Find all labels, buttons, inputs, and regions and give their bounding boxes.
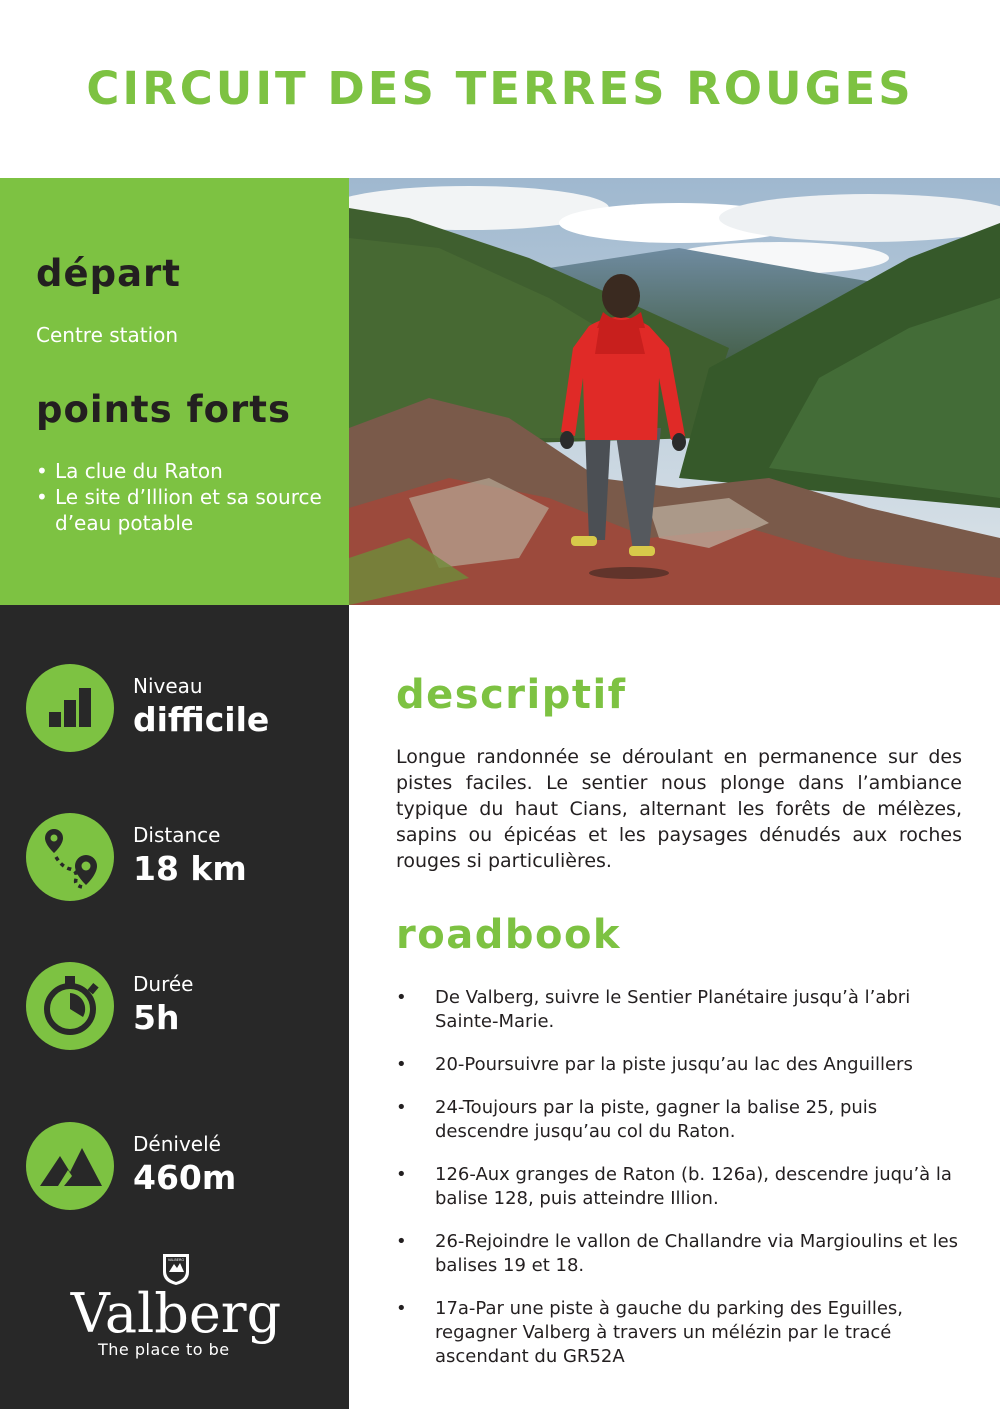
- stat-duree: [26, 962, 346, 1052]
- list-item: • 24-Toujours par la piste, gagner la balise 25, puis descendre jusqu’au col du Raton.: [396, 1096, 971, 1144]
- logo-tagline: The place to be: [98, 1340, 230, 1359]
- stat-denivele: [26, 1122, 346, 1212]
- list-item: • 20-Poursuivre par la piste jusqu’au lac des Anguillers: [396, 1053, 971, 1077]
- stat-label: Niveau: [133, 674, 203, 698]
- stat-niveau: [26, 664, 346, 754]
- roadbook-list: [396, 986, 971, 1388]
- descriptif-text: Longue randonnée se déroulant en permanence sur des pistes faciles. Le sentier nous plonge dans l’ambiance typique du haut Cians, alternant les forêts de mélèzes, sapins ou épicéas et les paysages dénudés aux roches rouges si particulières.: [396, 746, 962, 872]
- stat-label: Durée: [133, 972, 194, 996]
- depart-heading: départ: [36, 252, 181, 295]
- list-item: • La clue du Raton: [36, 458, 325, 484]
- level-bars-icon: [26, 664, 114, 752]
- stat-label: Distance: [133, 823, 221, 847]
- descriptif-heading: descriptif: [396, 672, 627, 718]
- svg-text:VALBERG: VALBERG: [167, 1258, 185, 1262]
- stat-distance: [26, 813, 346, 903]
- info-panel: [0, 178, 349, 605]
- page-title: CIRCUIT DES TERRES ROUGES: [86, 62, 914, 115]
- points-forts-heading: points forts: [36, 388, 291, 431]
- stat-value: 5h: [133, 998, 180, 1037]
- list-item: • Le site d’Illion et sa source d’eau potable: [36, 484, 325, 536]
- stat-value: 460m: [133, 1158, 237, 1197]
- stat-value: 18 km: [133, 849, 247, 888]
- list-item: • De Valberg, suivre le Sentier Planétaire jusqu’à l’abri Sainte-Marie.: [396, 986, 971, 1034]
- depart-text: Centre station: [36, 323, 179, 347]
- logo-name: Valberg: [70, 1282, 282, 1345]
- hiker-photo: [349, 178, 1000, 605]
- stopwatch-icon: [26, 962, 114, 1050]
- list-item: • 126-Aux granges de Raton (b. 126a), descendre juqu’à la balise 128, puis atteindre Illion.: [396, 1163, 971, 1211]
- roadbook-heading: roadbook: [396, 912, 622, 958]
- stat-label: Dénivelé: [133, 1132, 221, 1156]
- mountain-landscape-image: [349, 178, 1000, 605]
- valberg-logo: [60, 1252, 292, 1367]
- list-item: • 26-Rejoindre le vallon de Challandre via Margioulins et les balises 19 et 18.: [396, 1230, 971, 1278]
- crest-icon: [161, 1252, 191, 1286]
- stat-value: difficile: [133, 700, 270, 739]
- points-forts-list: [36, 458, 325, 536]
- list-item: • 17a-Par une piste à gauche du parking des Eguilles, regagner Valberg à travers un mélézin par le tracé ascendant du GR52A: [396, 1297, 971, 1369]
- route-pin-icon: [26, 813, 114, 901]
- mountain-icon: [26, 1122, 114, 1210]
